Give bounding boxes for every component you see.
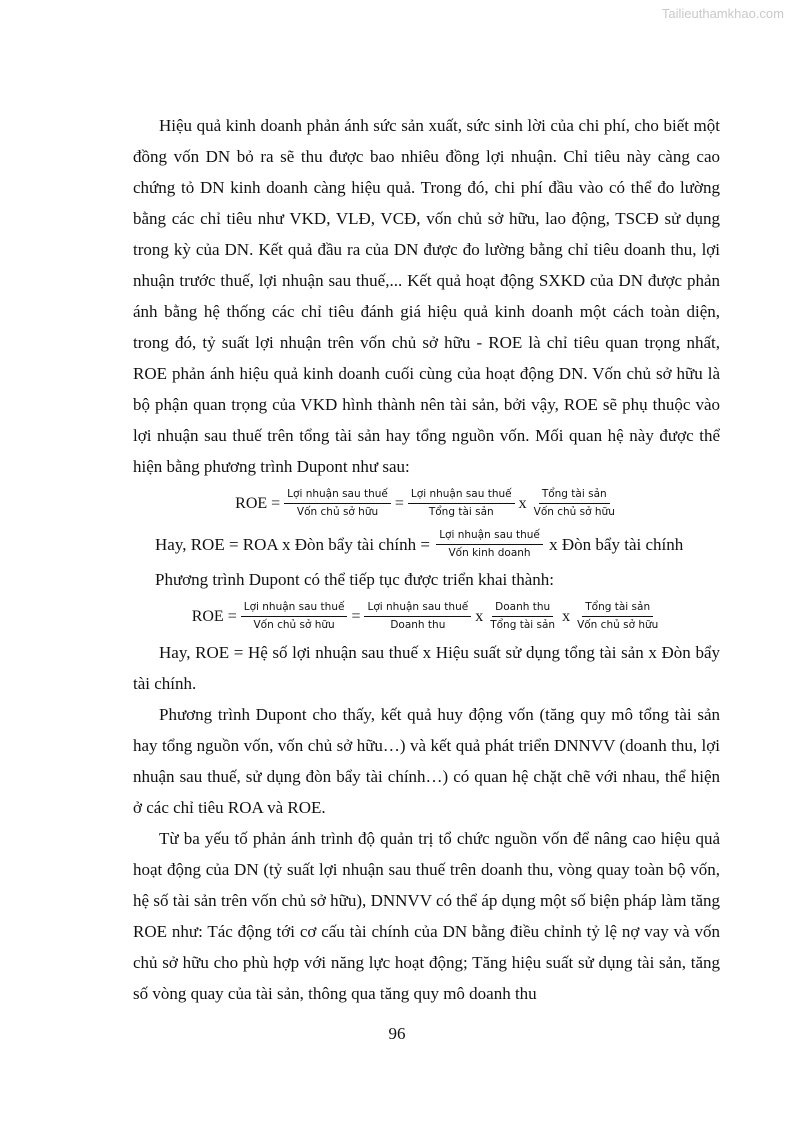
fraction-profit-over-capital xyxy=(436,528,543,561)
paragraph-dupont-meaning: Phương trình Dupont cho thấy, kết quả huy động vốn (tăng quy mô tổng tài sản hay tổng nguồn vốn, vốn chủ sở hữu…) và kết quả phát triển DNNVV (doanh thu, lợi nhuận sau thuế, sử dụng đòn bẩy tài chính…) có quan hệ chặt chẽ với nhau, thể hiện ở các chỉ tiêu ROA và ROE. xyxy=(133,705,720,817)
equals-sign: = xyxy=(394,494,404,512)
fraction-denominator: Vốn chủ sở hữu xyxy=(533,505,615,518)
fraction-profit-over-assets xyxy=(408,487,515,520)
fraction-denominator: Tổng tài sản xyxy=(428,505,494,518)
paragraph-intro: Hiệu quả kinh doanh phản ánh sức sản xuất, sức sinh lời của chi phí, cho biết một đồng vốn DN bỏ ra sẽ thu được bao nhiêu đồng lợi nhuận. Chỉ tiêu này càng cao chứng tỏ DN kinh doanh càng hiệu quả. Trong đó, chi phí đầu vào có thể đo lường bằng các chỉ tiêu như VKD, VLĐ, VCĐ, vốn chủ sở hữu, lao động, TSCĐ sử dụng trong kỳ của DN. Kết quả đầu ra của DN được đo lường bằng chỉ tiêu doanh thu, lợi nhuận trước thuế, lợi nhuận sau thuế,... Kết quả hoạt động SXKD của DN được phản ánh bằng hệ thống các chỉ tiêu đánh giá hiệu quả kinh doanh một cách toàn diện, trong đó, tỷ suất lợi nhuận trên vốn chủ sở hữu - ROE là chỉ tiêu quan trọng nhất, ROE phản ánh hiệu quả kinh doanh cuối cùng của hoạt động DN. Vốn chủ sở hữu là bộ phận quan trọng của VKD hình thành nên tài sản, bởi vậy, ROE sẽ phụ thuộc vào lợi nhuận sau thuế trên tổng tài sản hay tổng nguồn vốn. Mối quan hệ này được thể hiện bằng phương trình Dupont như sau: xyxy=(133,116,720,476)
fraction-numerator: Lợi nhuận sau thuế xyxy=(436,528,543,545)
times-sign: x xyxy=(475,607,484,625)
page-number: 96 xyxy=(388,1024,406,1043)
fraction-denominator: Doanh thu xyxy=(390,618,446,631)
fraction-assets-over-equity xyxy=(574,600,661,633)
fraction-numerator: Lợi nhuận sau thuế xyxy=(364,600,471,617)
times-sign: x xyxy=(518,494,527,512)
equation-lhs: ROE = xyxy=(191,607,237,625)
fraction-numerator: Lợi nhuận sau thuế xyxy=(241,600,348,617)
fraction-denominator: Tổng tài sản xyxy=(490,618,556,631)
fraction-profit-over-revenue xyxy=(364,600,471,633)
document-body xyxy=(133,110,720,1009)
fraction-profit-over-equity xyxy=(284,487,391,520)
equation-lhs: ROE = xyxy=(235,494,281,512)
fraction-denominator: Vốn kinh doanh xyxy=(448,546,531,559)
fraction-numerator: Doanh thu xyxy=(492,600,553,617)
fraction-assets-over-equity xyxy=(531,487,618,520)
fraction-denominator: Vốn chủ sở hữu xyxy=(296,505,379,518)
fraction-numerator: Lợi nhuận sau thuế xyxy=(284,487,391,504)
watermark-text: Tailieuthamkhao.com xyxy=(661,6,784,21)
paragraph-roe-summary: Hay, ROE = Hệ số lợi nhuận sau thuế x Hiệu suất sử dụng tổng tài sản x Đòn bẩy tài chính. xyxy=(133,643,720,693)
equation-roe-basic xyxy=(133,482,720,524)
equation-suffix: x Đòn bẩy tài chính xyxy=(544,534,684,554)
equals-sign: = xyxy=(351,607,361,625)
times-sign: x xyxy=(562,607,571,625)
equation-prefix: Hay, ROE = ROA x Đòn bẩy tài chính = xyxy=(155,534,435,554)
fraction-numerator: Lợi nhuận sau thuế xyxy=(408,487,515,504)
equation-roe-roa xyxy=(133,524,720,564)
paragraph-roe-measures: Từ ba yếu tố phản ánh trình độ quản trị tổ chức nguồn vốn để nâng cao hiệu quả hoạt động của DN (tỷ suất lợi nhuận sau thuế trên doanh thu, vòng quay toàn bộ vốn, hệ số tài sản trên vốn chủ sở hữu), DNNVV có thể áp dụng một số biện pháp làm tăng ROE như: Tác động tới cơ cấu tài chính của DN bằng điều chỉnh tỷ lệ nợ vay và vốn chủ sở hữu cho phù hợp với năng lực hoạt động; Tăng hiệu suất sử dụng tài sản, tăng số vòng quay của tài sản, thông qua tăng quy mô doanh thu xyxy=(133,829,720,1003)
fraction-denominator: Vốn chủ sở hữu xyxy=(577,618,659,631)
fraction-revenue-over-assets xyxy=(487,600,558,633)
fraction-numerator: Tổng tài sản xyxy=(539,487,610,504)
fraction-denominator: Vốn chủ sở hữu xyxy=(253,618,335,631)
equation-dupont-extended xyxy=(133,595,720,637)
paragraph-dupont-expand: Phương trình Dupont có thể tiếp tục được triển khai thành: xyxy=(155,570,555,589)
fraction-profit-over-equity xyxy=(241,600,348,633)
fraction-numerator: Tổng tài sản xyxy=(582,600,653,617)
